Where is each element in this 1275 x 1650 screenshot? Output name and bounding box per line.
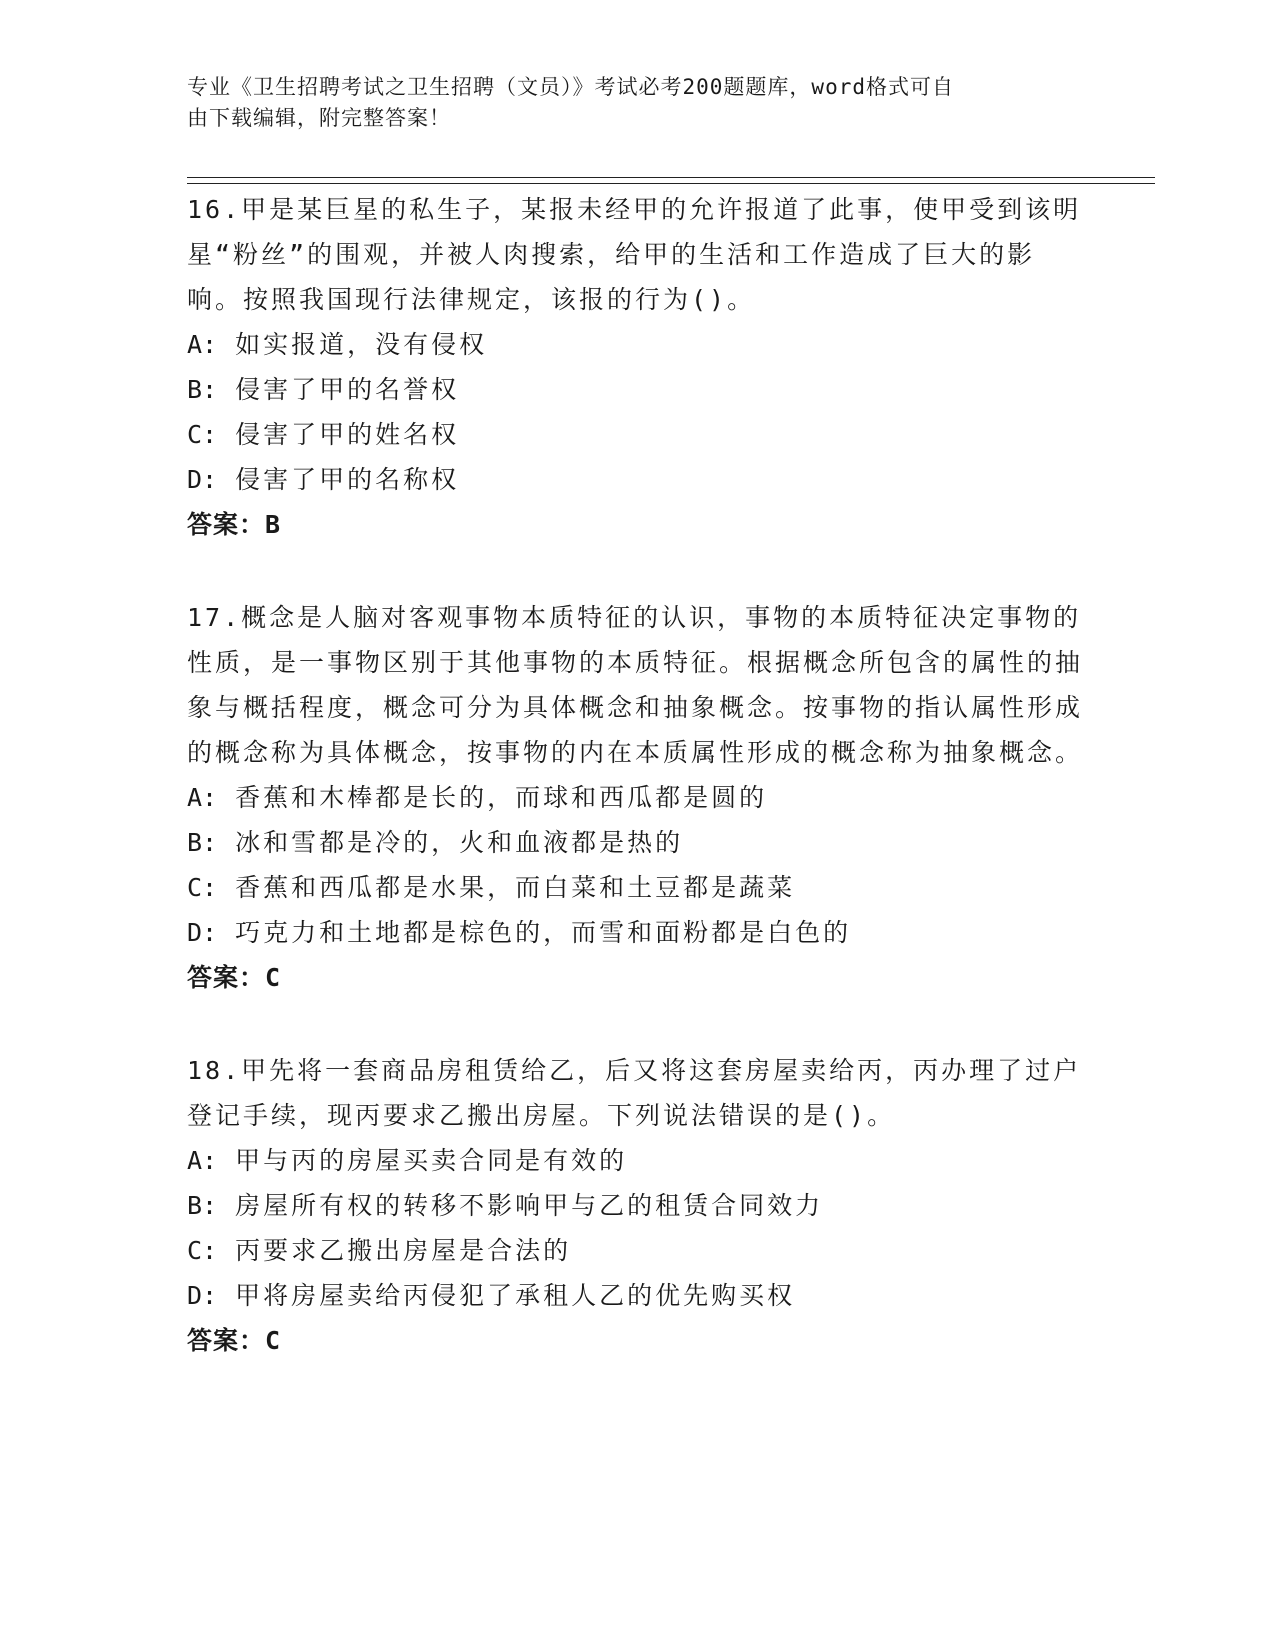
answer-label: 答案： — [187, 963, 266, 992]
option-text: 香蕉和木棒都是长的，而球和西瓜都是圆的 — [235, 783, 768, 812]
option-text: 侵害了甲的名誉权 — [235, 375, 460, 404]
option-c — [187, 412, 1087, 457]
option-letter: D: — [187, 1281, 218, 1310]
question-stem: 16.甲是某巨星的私生子，某报未经甲的允许报道了此事，使甲受到该明星“粉丝”的围观，并被人肉搜索，给甲的生活和工作造成了巨大的影响。按照我国现行法律规定，该报的行为()。 — [187, 195, 1082, 314]
option-letter: D: — [187, 918, 218, 947]
answer-label: 答案： — [187, 1326, 266, 1355]
option-a — [187, 322, 1087, 367]
option-letter: C: — [187, 873, 218, 902]
option-letter: C: — [187, 1236, 218, 1265]
option-letter: B: — [187, 828, 218, 857]
option-a — [187, 775, 1087, 820]
option-b — [187, 820, 1087, 865]
header-line-2: 由下载编辑，附完整答案！ — [187, 106, 451, 130]
option-text: 房屋所有权的转移不影响甲与乙的租赁合同效力 — [235, 1191, 824, 1220]
answer-value: C — [265, 1326, 282, 1355]
option-c — [187, 1228, 1087, 1273]
option-c — [187, 865, 1087, 910]
question-18 — [187, 1048, 1087, 1363]
option-d — [187, 910, 1087, 955]
answer-line — [187, 955, 1087, 1000]
option-b — [187, 1183, 1087, 1228]
answer-value: B — [265, 510, 282, 539]
question-list — [187, 187, 1087, 1411]
option-d — [187, 457, 1087, 502]
question-stem: 18.甲先将一套商品房租赁给乙，后又将这套房屋卖给丙，丙办理了过户登记手续，现丙要求乙搬出房屋。下列说法错误的是()。 — [187, 1056, 1082, 1130]
question-17 — [187, 595, 1087, 1000]
option-text: 侵害了甲的姓名权 — [235, 420, 460, 449]
option-letter: A: — [187, 330, 218, 359]
answer-label: 答案： — [187, 510, 266, 539]
option-text: 巧克力和土地都是棕色的，而雪和面粉都是白色的 — [235, 918, 852, 947]
option-text: 冰和雪都是冷的，火和血液都是热的 — [235, 828, 684, 857]
header-line-1: 专业《卫生招聘考试之卫生招聘（文员）》考试必考200题题库，word格式可自 — [187, 75, 954, 99]
answer-line — [187, 1318, 1087, 1363]
document-header — [187, 72, 1067, 134]
question-stem: 17.概念是人脑对客观事物本质特征的认识，事物的本质特征决定事物的性质，是一事物区别于其他事物的本质特征。根据概念所包含的属性的抽象与概括程度，概念可分为具体概念和抽象概念。按事物的指认属性形成的概念称为具体概念，按事物的内在本质属性形成的概念称为抽象概念。 — [187, 603, 1084, 767]
option-text: 甲将房屋卖给丙侵犯了承租人乙的优先购买权 — [235, 1281, 796, 1310]
option-text: 香蕉和西瓜都是水果，而白菜和土豆都是蔬菜 — [235, 873, 796, 902]
option-d — [187, 1273, 1087, 1318]
option-letter: D: — [187, 465, 218, 494]
option-text: 如实报道，没有侵权 — [235, 330, 488, 359]
option-text: 侵害了甲的名称权 — [235, 465, 460, 494]
option-text: 甲与丙的房屋买卖合同是有效的 — [235, 1146, 628, 1175]
option-letter: B: — [187, 1191, 218, 1220]
answer-value: C — [265, 963, 282, 992]
option-letter: A: — [187, 783, 218, 812]
option-letter: A: — [187, 1146, 218, 1175]
option-text: 丙要求乙搬出房屋是合法的 — [235, 1236, 572, 1265]
option-b — [187, 367, 1087, 412]
option-a — [187, 1138, 1087, 1183]
header-double-rule — [187, 177, 1155, 184]
option-letter: B: — [187, 375, 218, 404]
question-16 — [187, 187, 1087, 547]
option-letter: C: — [187, 420, 218, 449]
answer-line — [187, 502, 1087, 547]
